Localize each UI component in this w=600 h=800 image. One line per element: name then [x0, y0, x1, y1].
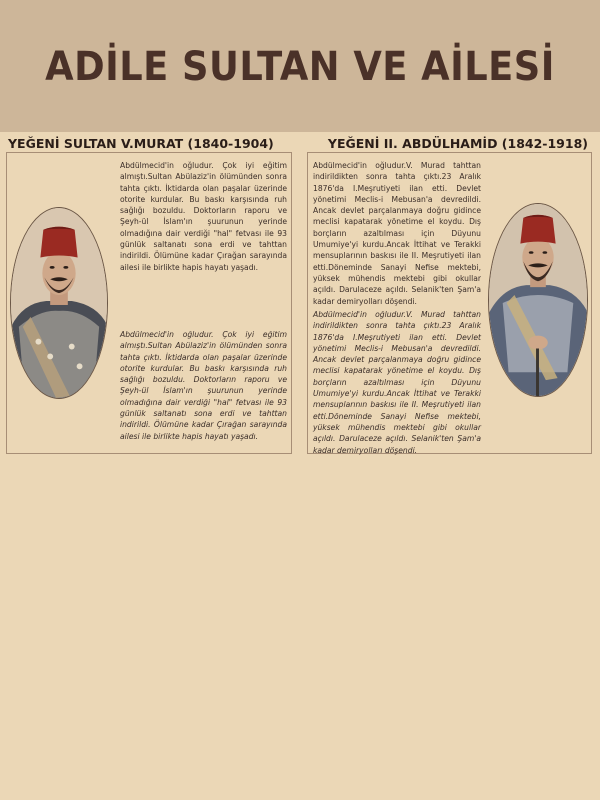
portrait-murad-v	[10, 207, 108, 399]
paragraph-abdulhamid-ii-1: Abdülmecid'in oğludur.V. Murad tahttan indirildikten sonra tahta çıktı.23 Aralık 1876'da I.Meşrutiyeti ilan etti. Devlet yönetimi Meclis-i Mebusan'a devredildi. Ancak devlet parçalanmaya doğru gidince meclisi kapatarak yönetime el koydu. Dış borçların azaltılması için Düyunu Umumiye'yi kurdu.Ancak İttihat ve Terakki mensuplarının baskısı ile II. Meşrutiyeti ilan etti.Döneminde Sanayi Nefise mektebi, yüksek mühendis mektebi gibi okullar açıldı. Darulaceze açıldı. Selanik'ten Şam'a kadar demiryolları döşendi.	[313, 161, 481, 306]
heading-abdulhamid-ii: YEĞENİ II. ABDÜLHAMİD (1842-1918)	[327, 136, 588, 151]
paragraph-murad-v-2: Abdülmecid'in oğludur. Çok iyi eğitim almıştı.Sultan Abülaziz'in ölümünden sonra tahta çıktı. İktidarda olan paşalar üzerinde otorite kurdular. Bu baskı karşısında ruh sağlığı bozuldu. Doktorların raporu ve Şeyh-ül İslam'ın şuurunun yerinde olmadığına dair verdiği "hal" fetvası ile 93 günlük saltanatı sona erdi ve tahttan indirildi. Ölümüne kadar Çırağan sarayında ailesi ile birlikte hapis hayatı yaşadı.	[120, 330, 287, 441]
paragraph-abdulhamid-ii-2: Abdülmecid'in oğludur.V. Murad tahttan indirildikten sonra tahta çıktı.23 Aralık 1876'da I.Meşrutiyeti ilan etti. Devlet yönetimi Meclis-i Mebusan'a devredildi. Ancak devlet parçalanmaya doğru gidince meclisi kapatarak yönetime el koydu. Dış borçların azaltılması için Düyunu Umumiye'yi kurdu.Ancak İttihat ve Terakki mensuplarının baskısı ile II. Meşrutiyeti ilan etti.Döneminde Sanayi Nefise mektebi, yüksek mühendis mektebi gibi okullar açıldı. Darulaceze açıldı. Selanik'ten Şam'a kadar demiryolları döşendi.	[313, 310, 481, 455]
heading-murad-v: YEĞENİ SULTAN V.MURAT (1840-1904)	[8, 136, 274, 151]
panel-abdulhamid-ii	[307, 152, 592, 454]
paragraph-murad-v-1: Abdülmecid'in oğludur. Çok iyi eğitim almıştı.Sultan Abülaziz'in ölümünden sonra tahta çıktı. İktidarda olan paşalar üzerinde otorite kurdular. Bu baskı karşısında ruh sağlığı bozuldu. Doktorların raporu ve Şeyh-ül İslam'ın şuurunun yerinde olmadığına dair verdiği "hal" fetvası ile 93 günlük saltanatı sona erdi ve tahttan indirildi. Ölümüne kadar Çırağan sarayında ailesi ile birlikte hapis hayatı yaşadı.	[120, 161, 287, 272]
page-title: ADİLE SULTAN VE AİLESİ	[45, 44, 555, 90]
panel-murad-v	[6, 152, 292, 454]
portrait-abdulhamid-ii	[488, 203, 588, 397]
